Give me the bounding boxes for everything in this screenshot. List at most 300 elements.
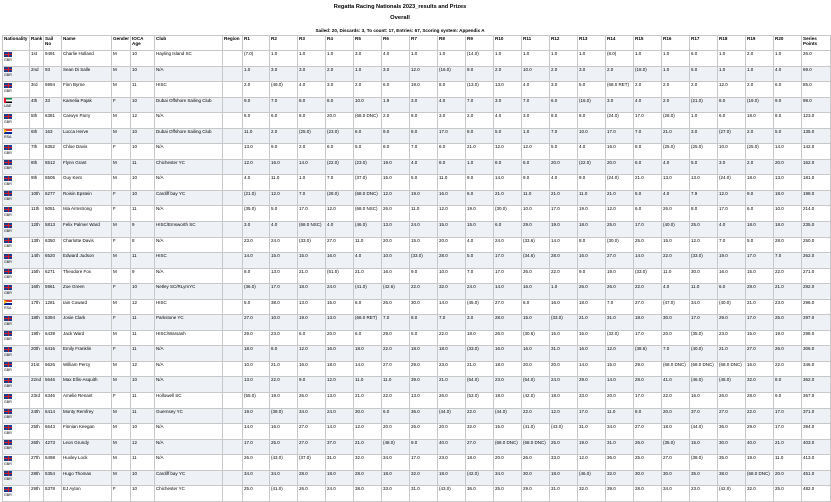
race-score-r6: 20.0 [382,237,410,253]
race-score-r3: 16.0 [298,361,326,377]
race-score-r18: 17.0 [718,206,746,222]
race-score-r2: 17.0 [270,284,298,300]
race-score-r20: 17.0 [774,408,802,424]
region-cell [223,424,243,440]
race-score-r2: 24.0 [270,237,298,253]
race-score-r17: 17.0 [690,315,718,331]
age-cell: 9 [131,268,155,284]
region-cell [223,455,243,471]
column-header: R3 [298,36,326,51]
race-score-r11: 10.0 [522,206,550,222]
race-score-r5: 14.0 [354,361,382,377]
race-score-r5: 6.0 [354,128,382,144]
race-score-r16: 13.0 [662,175,690,191]
rank-cell: 7th [30,144,44,160]
table-row [3,113,831,129]
series-points-cell: 297.0 [802,315,831,331]
race-score-r3: 12.0 [298,346,326,362]
race-score-r5: (23.0) [354,159,382,175]
rank-cell: 14th [30,253,44,269]
gender-cell: M [112,299,131,315]
race-score-r19: (19.0) [746,97,774,113]
column-header: R19 [746,36,774,51]
table-row [3,408,831,424]
race-score-r8: (44.0) [438,408,466,424]
race-score-r4: 1.0 [326,51,354,67]
race-score-r19: 32.0 [746,486,774,502]
race-score-r7: 29.0 [410,361,438,377]
race-score-r4: 13.0 [326,315,354,331]
rank-cell: 25th [30,424,44,440]
flag-icon [4,487,12,492]
nationality-code: GBR [4,212,12,217]
race-score-r14: 2.0 [606,66,634,82]
region-cell [223,470,243,486]
race-score-r2: 5.0 [270,206,298,222]
race-score-r20: 25.0 [774,315,802,331]
sail-number-cell: 5051 [44,206,62,222]
race-score-r15: 5.0 [634,190,662,206]
race-score-r12: 1.0 [550,284,578,300]
race-score-r4: 6.0 [326,144,354,160]
race-score-r12: 20.0 [550,159,578,175]
flag-icon [4,52,12,57]
series-points-cell: 142.0 [802,144,831,160]
race-score-r17: 1.0 [690,113,718,129]
race-score-r4: 24.0 [326,284,354,300]
race-score-r20: 8.0 [774,377,802,393]
name-cell: Theodore Fox [62,268,112,284]
gender-cell: F [112,237,131,253]
race-score-r10: 3.0 [494,97,522,113]
race-score-r14: 20.0 [606,393,634,409]
region-cell [223,393,243,409]
race-score-r6: (48.0) [382,439,410,455]
race-score-r6: 10.0 [382,253,410,269]
race-score-r19: 9.0 [746,190,774,206]
race-score-r11: (33.6) [522,237,550,253]
table-row [3,190,831,206]
race-score-r10: 18.0 [494,361,522,377]
race-score-r12: 16.0 [550,299,578,315]
name-cell: Sean Di Salle [62,66,112,82]
race-score-r6: 22.0 [382,393,410,409]
race-score-r20: 8.0 [774,113,802,129]
gender-cell: F [112,144,131,160]
sail-number-cell: 5394 [44,315,62,331]
race-score-r5: 28.0 [354,470,382,486]
region-cell [223,346,243,362]
race-score-r8: 12.0 [438,206,466,222]
race-score-r18: (27.0) [718,128,746,144]
flag-icon [4,223,12,228]
race-score-r1: 23.0 [243,237,270,253]
gender-cell: M [112,455,131,471]
sail-number-cell: 5498 [44,455,62,471]
race-score-r5: 2.0 [354,82,382,98]
race-score-r5: 4.0 [354,253,382,269]
table-row [3,82,831,98]
race-score-r19: (68.0 DNC) [746,470,774,486]
race-score-r16: 20.0 [662,330,690,346]
sail-number-cell: 5961 [44,284,62,300]
race-score-r11: 20.0 [522,361,550,377]
race-score-r9: 9.0 [466,66,494,82]
race-score-r3: 4.0 [298,82,326,98]
race-score-r17: 3.0 [690,128,718,144]
race-score-r17: (38.0) [690,455,718,471]
age-cell: 12 [131,113,155,129]
nationality-code: GBR [4,57,12,62]
race-score-r10: 16.0 [494,346,522,362]
race-score-r2: (43.0) [270,455,298,471]
club-cell: HISC [155,82,223,98]
race-score-r19: 22.0 [746,408,774,424]
race-score-r9: 27.0 [466,439,494,455]
race-score-r17: 34.0 [690,299,718,315]
race-score-r15: 7.0 [634,128,662,144]
race-score-r1: 2.0 [243,82,270,98]
race-score-r16: 30.0 [662,315,690,331]
flag-icon [4,316,12,321]
race-score-r3: 1.0 [298,175,326,191]
race-score-r10: 18.0 [494,393,522,409]
nationality-cell [3,159,30,175]
nationality-cell [3,284,30,300]
race-score-r14: 27.0 [606,253,634,269]
region-cell [223,268,243,284]
age-cell: 11 [131,455,155,471]
race-score-r15: 25.0 [634,237,662,253]
race-score-r7: (33.0) [410,253,438,269]
gender-cell: F [112,486,131,502]
name-cell: Isla Armstrong [62,206,112,222]
race-score-r7: 4.0 [410,159,438,175]
race-score-r19: 15.0 [746,268,774,284]
name-cell: Charlotte Davis [62,237,112,253]
race-score-r15: 4.0 [634,97,662,113]
race-score-r16: 4.0 [662,284,690,300]
table-row [3,470,831,486]
age-cell: 12 [131,299,155,315]
race-score-r9: 4.0 [466,237,494,253]
race-score-r11: (41.0) [522,424,550,440]
age-cell: 11 [131,408,155,424]
race-score-r6: 6.0 [382,408,410,424]
nationality-code: GBR [4,477,12,482]
race-score-r4: 16.0 [326,253,354,269]
rank-cell: 21st [30,361,44,377]
race-score-r17: 2.0 [690,82,718,98]
series-points-cell: 85.0 [802,82,831,98]
race-score-r18: 6.0 [718,113,746,129]
race-score-r13: 5.0 [578,82,606,98]
race-score-r7: 8.0 [410,128,438,144]
club-cell: N/A [155,175,223,191]
race-score-r12: 5.0 [550,144,578,160]
race-score-r18: (42.0) [718,486,746,502]
age-cell: 11 [131,315,155,331]
nationality-code: GBR [4,430,12,435]
race-score-r19: 15.0 [746,361,774,377]
race-score-r15: (33.0) [634,268,662,284]
race-score-r8: (43.0) [438,486,466,502]
race-score-r19: 40.0 [746,439,774,455]
sail-number-cell: 6277 [44,190,62,206]
race-score-r16: (28.0) [662,113,690,129]
race-score-r11: (34.6) [522,253,550,269]
race-score-r9: 9.0 [466,175,494,191]
race-score-r16: (40.0) [662,222,690,238]
age-cell: 10 [131,190,155,206]
nationality-cell [3,330,30,346]
race-score-r9: 32.0 [466,424,494,440]
race-score-r8: 10.0 [438,268,466,284]
region-cell [223,206,243,222]
race-score-r5: (68.0 NSC) [354,206,382,222]
race-score-r1: 12.0 [243,159,270,175]
nationality-code: GBR [4,166,12,171]
name-cell: Finn Byrne [62,82,112,98]
table-row [3,268,831,284]
race-score-r3: 19.0 [298,315,326,331]
race-score-r2: 11.0 [270,175,298,191]
race-score-r18: 7.0 [718,237,746,253]
nationality-code: GBR [4,415,12,420]
gender-cell: M [112,253,131,269]
race-score-r4: 16.0 [326,346,354,362]
race-score-r10: 27.0 [494,299,522,315]
race-score-r9: 2.0 [466,113,494,129]
race-score-r7: 9.0 [410,439,438,455]
race-score-r9: 7.0 [466,268,494,284]
race-score-r6: 16.0 [382,268,410,284]
race-score-r12: 20.0 [550,361,578,377]
race-score-r7: 26.0 [410,424,438,440]
race-score-r6: 12.0 [382,190,410,206]
race-score-r20: 19.0 [774,330,802,346]
race-score-r5: 12.0 [354,424,382,440]
race-score-r16: 7.0 [662,346,690,362]
column-header: R12 [550,36,578,51]
column-header: R2 [270,36,298,51]
race-score-r16: 34.0 [662,486,690,502]
race-score-r1: 10.0 [243,361,270,377]
race-score-r5: 30.0 [354,408,382,424]
race-score-r6: 18.0 [382,470,410,486]
race-score-r14: 26.0 [606,284,634,300]
race-score-r17: 7.9 [690,190,718,206]
gender-cell: F [112,346,131,362]
race-score-r6: 27.0 [382,361,410,377]
race-score-r1: 34.0 [243,470,270,486]
series-points-cell: 371.0 [802,408,831,424]
series-points-cell: 346.0 [802,361,831,377]
race-score-r2: 8.0 [270,346,298,362]
region-cell [223,144,243,160]
race-score-r10: (44.0) [494,408,522,424]
race-score-r16: 26.0 [662,206,690,222]
race-score-r11: 29.0 [522,486,550,502]
region-cell [223,377,243,393]
race-score-r4: 20.0 [326,330,354,346]
nationality-cell [3,424,30,440]
page-subtitle: Overall [390,15,410,21]
name-cell: William Percy [62,361,112,377]
table-row [3,159,831,175]
race-score-r2: 9.0 [270,144,298,160]
gender-cell: M [112,128,131,144]
race-score-r12: 1.0 [550,51,578,67]
race-score-r10: 34.0 [494,470,522,486]
race-score-r15: 30.0 [634,470,662,486]
race-score-r5: (37.0) [354,175,382,191]
age-cell: 11 [131,346,155,362]
rank-cell: 12th [30,222,44,238]
race-score-r18: 35.0 [718,455,746,471]
race-score-r8: 11.0 [438,175,466,191]
club-cell: Parkstone YC [155,315,223,331]
series-points-cell: 181.0 [802,175,831,191]
race-score-r11: (42.0) [522,393,550,409]
name-cell: Edward Judson [62,253,112,269]
race-score-r5: 38.0 [354,486,382,502]
nationality-cell [3,51,30,67]
sail-number-cell: 6381 [44,113,62,129]
table-row [3,222,831,238]
race-score-r20: 18.0 [774,190,802,206]
race-score-r14: (32.0) [606,330,634,346]
race-score-r6: 26.0 [382,299,410,315]
name-cell: Jack Ward [62,330,112,346]
race-score-r10: 5.0 [494,128,522,144]
age-cell: 10 [131,424,155,440]
race-score-r2: (41.0) [270,486,298,502]
race-score-r18: (68.0 DNC) [718,361,746,377]
age-cell: 11 [131,253,155,269]
race-score-r5: 5.0 [354,144,382,160]
name-cell: Monty Remfrey [62,408,112,424]
race-score-r12: 18.0 [550,470,578,486]
race-score-r10: 26.0 [494,330,522,346]
race-score-r12: 31.0 [550,346,578,362]
race-score-r1: (7.0) [243,51,270,67]
club-cell: Hollowell SC [155,393,223,409]
race-score-r12: 8.0 [550,113,578,129]
column-header: R5 [354,36,382,51]
race-score-r3: 1.0 [298,51,326,67]
race-score-r19: 2.0 [746,159,774,175]
race-score-r19: 19.0 [746,455,774,471]
age-cell: 10 [131,97,155,113]
name-cell: Amelie Renant [62,393,112,409]
nationality-code: GBR [4,150,12,155]
column-header: R8 [438,36,466,51]
race-score-r20: 21.0 [774,439,802,455]
race-score-r7: 19.0 [410,190,438,206]
race-score-r15: 29.0 [634,361,662,377]
race-score-r7: 8.0 [410,315,438,331]
race-score-r3: 8.0 [298,97,326,113]
nationality-code: GBR [4,228,12,233]
race-score-r9: 5.0 [466,253,494,269]
nationality-cell [3,315,30,331]
race-score-r18: 1.0 [718,66,746,82]
gender-cell: M [112,175,131,191]
club-cell: N/A [155,268,223,284]
race-score-r14: 31.0 [606,315,634,331]
club-cell: N/A [155,144,223,160]
race-score-r11: 16.0 [522,346,550,362]
race-score-r10: 17.0 [494,268,522,284]
region-cell [223,253,243,269]
race-score-r1: (35.0) [243,206,270,222]
race-score-r17: 8.0 [690,206,718,222]
race-score-r15: 6.0 [634,159,662,175]
race-score-r5: 21.0 [354,393,382,409]
race-score-r4: 20.0 [326,113,354,129]
race-score-r2: 4.0 [270,222,298,238]
gender-cell: M [112,377,131,393]
race-score-r17: (68.0 DNC) [690,361,718,377]
series-points-cell: 306.0 [802,346,831,362]
race-score-r11: 16.0 [522,284,550,300]
rank-cell: 16th [30,284,44,300]
column-header: R1 [243,36,270,51]
race-score-r15: 8.0 [634,408,662,424]
nationality-cell [3,486,30,502]
name-cell: EJ Ayton [62,486,112,502]
race-score-r3: 13.0 [298,299,326,315]
flag-icon [4,471,12,476]
race-score-r3: 14.0 [298,159,326,175]
age-cell: 11 [131,159,155,175]
race-score-r15: 18.0 [634,315,662,331]
column-header: R14 [606,36,634,51]
race-score-r1: 29.0 [243,330,270,346]
race-score-r4: 24.0 [326,486,354,502]
race-score-r3: 27.0 [298,439,326,455]
age-cell: 11 [131,82,155,98]
region-cell [223,237,243,253]
race-score-r11: (68.0 DNC) [522,439,550,455]
race-score-r10: 1.0 [494,51,522,67]
race-score-r8: 7.0 [438,315,466,331]
race-score-r20: 22.0 [774,268,802,284]
race-score-r12: 6.0 [550,97,578,113]
race-score-r2: 19.0 [270,393,298,409]
race-score-r17: 25.0 [690,222,718,238]
table-row [3,455,831,471]
column-header: R13 [578,36,606,51]
club-cell: Dubai Offshore Sailing Club [155,97,223,113]
club-cell: Guernsey YC [155,408,223,424]
age-cell: 11 [131,206,155,222]
page-title: Regatta Racing Nationals 2023_results and Prizes [333,4,467,10]
series-info: Sailed: 20, Discards: 3, To count: 17, Entries: 67, Scoring system: Appendix A [315,28,485,33]
table-row [3,315,831,331]
table-row [3,393,831,409]
race-score-r16: 22.0 [662,393,690,409]
club-cell: N/A [155,439,223,455]
flag-icon [4,67,12,72]
column-header: R10 [494,36,522,51]
race-score-r13: (16.0) [578,97,606,113]
nationality-cell [3,470,30,486]
race-score-r13: 11.0 [578,190,606,206]
race-score-r1: (21.0) [243,190,270,206]
race-score-r9: (14.0) [466,51,494,67]
